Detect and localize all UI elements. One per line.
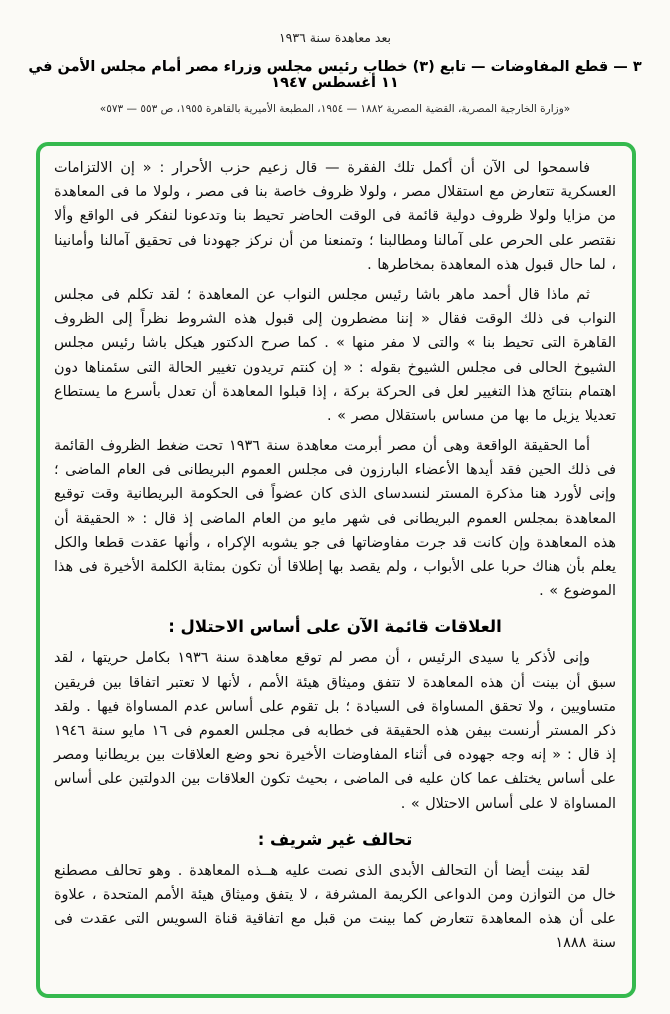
running-head: بعد معاهدة سنة ١٩٣٦: [278, 30, 392, 45]
source-citation: «وزارة الخارجية المصرية، القضية المصرية ١٨٨٢ — ١٩٥٤، المطبعة الأميرية بالقاهرة ١٩٥٥، ص ٥٥٣ — ٥٧٣»: [99, 103, 571, 115]
paragraph-eternal-alliance: لقد بينت أيضا أن التحالف الأبدى الذى نصت عليه هــذه المعاهدة . وهو تحالف مصطنع خال من التوازن ومن الدواعى الكريمة المشرفة ، لا يتفق وميثاق هيئة الأمم المتحدة ، علاوة على أن هذه المعاهدة تتعارض كما بينت من قبل مع اتفاقية قناة السويس التى عقدت فى سنة ١٨٨٨: [54, 862, 616, 952]
bottom-spacer: [54, 961, 616, 963]
paragraph-1936-treaty-circumstances: أما الحقيقة الواقعة وهى أن مصر أبرمت معاهدة سنة ١٩٣٦ تحت ضغط الظروف القائمة فى ذلك الحين فقد أيدها الأعضاء البارزون فى مجلس العموم البريطانى فى العام الماضى ؛ وإنى لأورد هنا مذكرة المستر لنسدساى الذى كان عضواً فى الحكومة البريطانية وقت توقيع المعاهدة بمجلس العموم البريطانى فى شهر مايو من العام الماضى إذ قال : « الحقيقة أن هذه المعاهدة وإن كانت قد جرت مفاوضاتها فى جو يشوبه الإكراه ، وأنها عقدت قطعا والكل يعلم بأن هناك حربا على الأبواب ، ولم يقصد بها إطلاقا أن تكون بمثابة الكلمة الأخيرة فى هذا الموضوع » .: [54, 438, 616, 600]
green-highlight-box: [36, 142, 636, 998]
paragraph-liberal-leader-quote: فاسمحوا لى الآن أن أكمل تلك الفقرة — قال زعيم حزب الأحرار : « إن الالتزامات العسكرية تتعارض مع استقلال مصر ، ولولا ظروف خاصة بنا فى مصر ، ولولا ما فى المعاهدة من مزايا ولولا ظروف دولية قائمة فى الوقت الحاضر تحيط بنا وتدعونا لنفكر فى الواقع وألا نقتصر على الحرص على آمالنا ومطالبنا ؛ وتمنعنا من أن نركز جهودنا فى تحقيق آمالنا وأمانينا ، لما حال قبول هذه المعاهدة بمخاطرها .: [54, 160, 616, 273]
section-heading-occupation-basis: العلاقات قائمة الآن على أساس الاحتلال :: [168, 617, 502, 637]
document-title: ٣ — قطع المفاوضات — تابع (٣) خطاب رئيس مجلس وزراء مصر أمام مجلس الأمن في ١١ أغسطس ١٩٤٧: [28, 59, 642, 91]
paragraph-bevin-statement: وإنى لأذكر يا سيدى الرئيس ، أن مصر لم توقع معاهدة سنة ١٩٣٦ بكامل حريتها ، لقد سبق أن بينت أن هذه المعاهدة لا تتفق وميثاق هيئة الأمم ، لأنها لا تعتبر اتفاقا بين فريقين متساويين ، ولا تحقق المساواة فى السيادة ؛ بل تقوم على أساس عدم المساواة فيها . ولقد ذكر المستر أرنست بيفن هذه الحقيقة فى خطابه فى مجلس العموم فى ١٦ مايو سنة ١٩٤٦ إذ قال : « إنه وجه جهوده فى أثناء المفاوضات الأخيرة نحو وضع العلاقات بين بريطانيا ومصر على أساس يختلف عما كان عليه فى الماضى ، بحيث تكون العلاقات بين الدولتين على أساس المساواة لا على أساس الاحتلال » .: [54, 650, 616, 812]
section-heading-dishonorable-alliance: تحالف غير شريف :: [257, 829, 413, 849]
paragraph-ahmed-maher-heikal-quotes: ثم ماذا قال أحمد ماهر باشا رئيس مجلس النواب عن المعاهدة ؛ لقد تكلم فى مجلس النواب فى ذلك الوقت فقال « إننا مضطرون إلى قبول هذه الشروط نظراً إلى الظروف القاهرة التى تحيط بنا » والتى لا مفر منها » . كما صرح الدكتور هيكل باشا رئيس مجلس الشيوخ الحالى فى مجلس الشيوخ بقوله : « إن كنتم تريدون تغيير الحالة التى سئمناها دون اهتمام بنتائج هذا التغيير لعل فى الحركة بركة ، إذا قبلوا المعاهدة أن تعدل بأسرع ما يستطاع تعديلا يزيل ما بها من مساس باستقلال مصر » .: [54, 286, 616, 424]
